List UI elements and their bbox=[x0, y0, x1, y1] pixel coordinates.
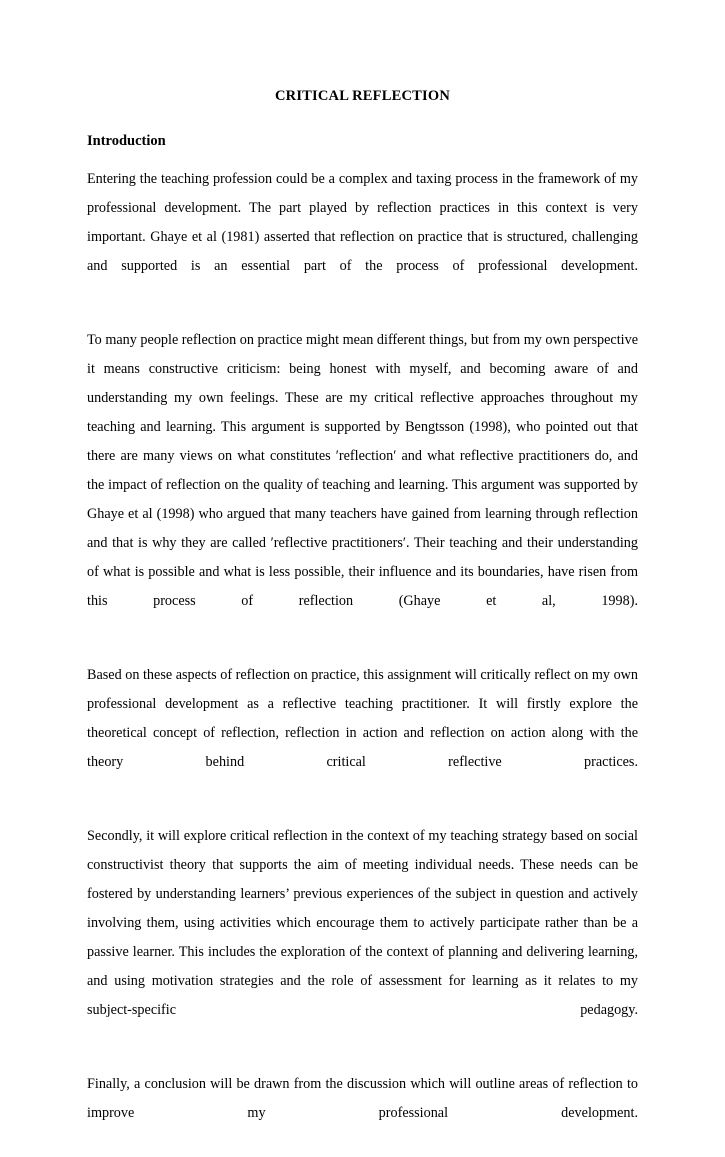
body-paragraph: Based on these aspects of reflection on practice, this assignment will critically reflect on my own professional development as a reflective teaching practitioner. It will firstly explore the theoretical concept of reflection, reflection in action and reflection on action along with the theory behind critical reflective practices. bbox=[87, 667, 638, 770]
section-heading-introduction: Introduction bbox=[87, 132, 166, 149]
body-paragraph: Entering the teaching profession could be a complex and taxing process in the framework of my professional development. The part played by reflection practices in this context is very important. Ghaye et al (1981) asserted that reflection on practice that is structured, challenging and supported is an essential part of the process of professional development. bbox=[87, 171, 638, 274]
body-paragraph: To many people reflection on practice might mean different things, but from my own perspective it means constructive criticism: being honest with myself, and becoming aware of and understanding my own feelings. These are my critical reflective approaches throughout my teaching and learning. This argument is supported by Bengtsson (1998), who pointed out that there are many views on what constitutes ʹreflectionʹ and what reflective practitioners do, and the impact of reflection on the quality of teaching and learning. This argument was supported by Ghaye et al (1998) who argued that many teachers have gained from learning through reflection and that is why they are called ʹreflective practitionersʹ. Their teaching and their understanding of what is possible and what is less possible, their influence and its boundaries, have risen from this process of reflection (Ghaye et al, 1998). bbox=[87, 332, 638, 609]
body-paragraph: Finally, a conclusion will be drawn from the discussion which will outline areas of reflection to improve my professional development. bbox=[87, 1076, 638, 1121]
document-content bbox=[87, 0, 638, 1157]
page-title: CRITICAL REFLECTION bbox=[274, 88, 451, 104]
body-paragraph: Secondly, it will explore critical reflection in the context of my teaching strategy based on social constructivist theory that supports the aim of meeting individual needs. These needs can be fostered by understanding learners’ previous experiences of the subject in question and actively involving them, using activities which encourage them to actively participate rather than be a passive learner. This includes the exploration of the context of planning and delivering learning, and using motivation strategies and the role of assessment for learning as it relates to my subject-specific pedagogy. bbox=[87, 828, 638, 1018]
